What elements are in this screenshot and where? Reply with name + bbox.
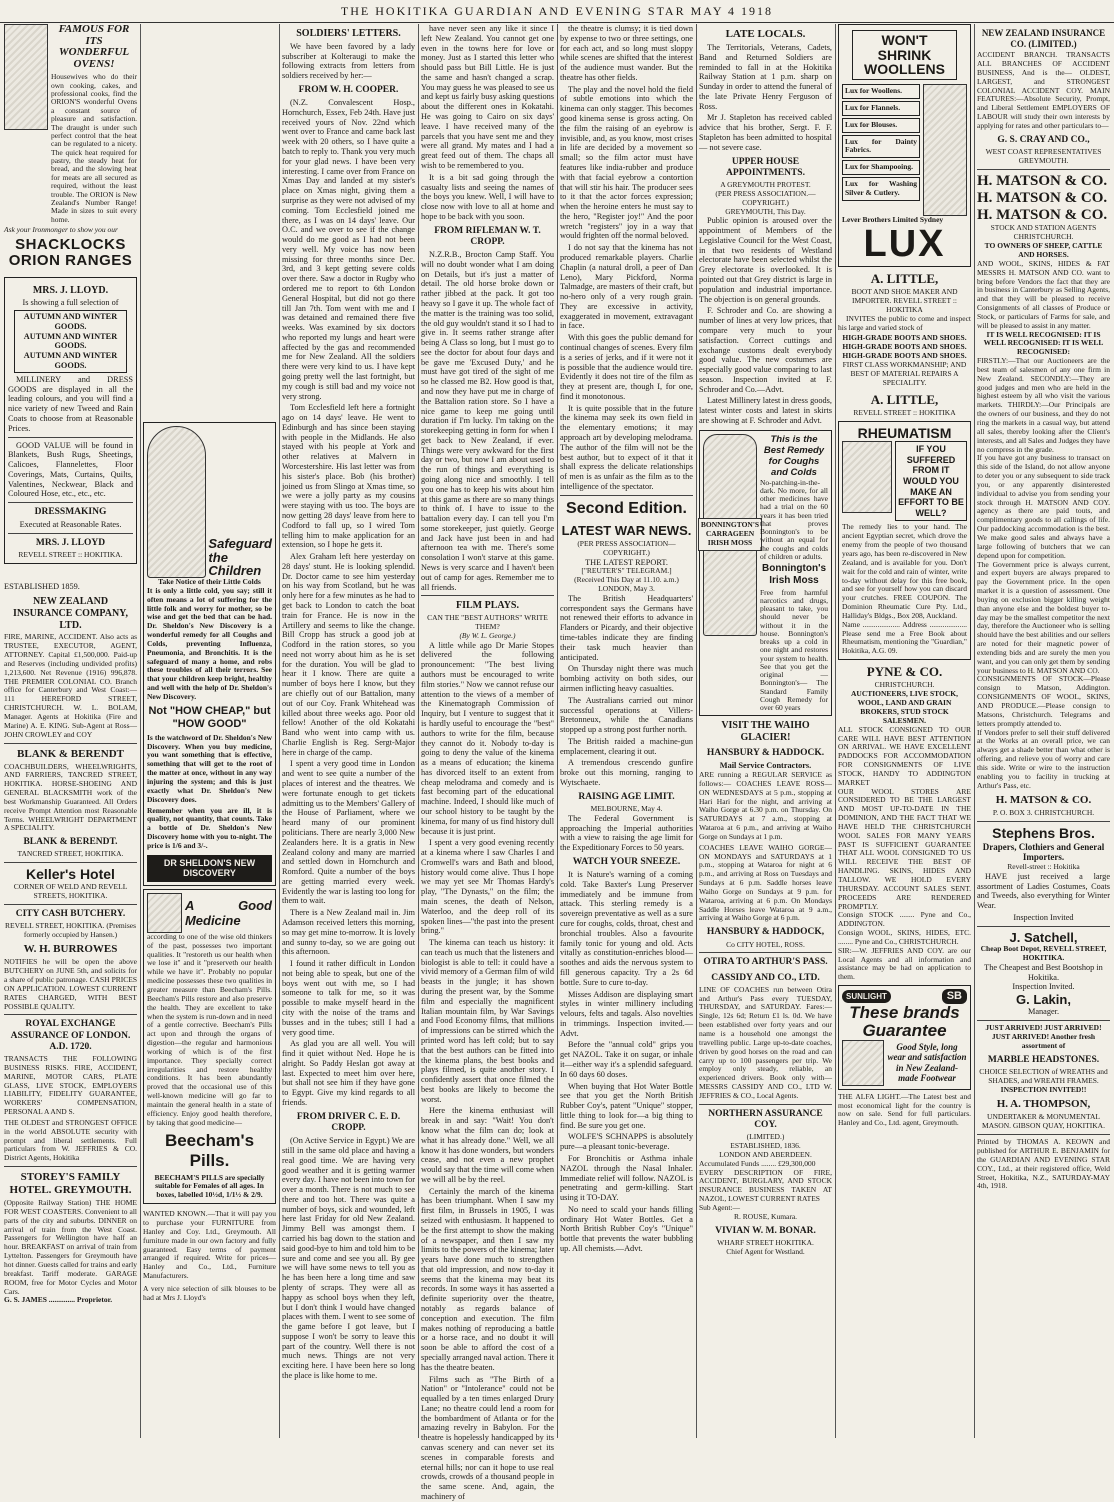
thompson-body: UNDERTAKER & MONUMENTAL MASON. GIBSON QUAY, HOKITIKA. [982, 1112, 1105, 1131]
lux-logo: LUX [863, 222, 946, 265]
little-workmanship: FIRST CLASS WORKMANSHIP; AND BEST OF MATERIAL REPAIRS A SPECIALITY. [842, 359, 967, 387]
northern-loc: LONDON AND ABERDEEN. [719, 1149, 812, 1159]
coaches-body: COACHES LEAVE WAIHO GORGE— ON MONDAYS and SATURDAYS at 1 p.m., stopping at Wataroa for night at 6 p.m., and arriving at Ross on Tuesdays and Sundays at 6 p.m. Saddle horses leave Waiho Gorge on Sundays at 9 p.m. for Wataroa, arriving at 6 p.m. On Mondays Saddle Horses leave Wataroa at 9 a.m., arriving at Waiho Gorge at 6 p.m. [699, 842, 832, 923]
letter-1f: I found it rather difficult in London not being able to speak, but one of the boys went out with me, so I had someone to talk for me, so it was possible to make myself heard in the city with the noise of the trams and busses and in the tubes; still I had a very good time. [282, 959, 415, 1037]
press-association: (PER PRESS ASSOCIATION—COPYRIGHT.) [577, 538, 676, 557]
column-8 [977, 24, 1110, 1438]
glacier-heading: VISIT THE WAIHO GLACIER! [721, 720, 810, 744]
bonnington-best: This is the Best Remedy for Coughs and Colds [763, 433, 825, 479]
upper-sub: A GREYMOUTH PROTEST. [720, 179, 811, 189]
nzins-body: FIRE, MARINE, ACCIDENT. Also acts as TRUSTEE, EXECUTOR, AGENT, ATTORNEY. Capital £1,500,000. Paid-up and Reserves (including undivided profits) 1,213,600. Net Revenue (1916) 996,878. THE PREMIER COLONIAL CO. Branch office for Canterbury and West Coast:— 111 HEREFORD STREET, CHRISTCHURCH. W. L. BOLAM, Manager. Agents at Hokitika (Fire and Marine) A. E. KING. Sub-Agent at Ross— JOHN CROWLEY and COY [4, 632, 137, 739]
northern-ltd: (LIMITED.) [746, 1132, 785, 1142]
lux-list [842, 84, 920, 216]
film-cont: the theatre is clumsy; it is tied down by expense to two or three settings, one for each act, and so long must sloppy while scenes are shifted that the interest of the audience must wander. But the theatre has other fields. [560, 24, 693, 82]
northern-sub-2: R. ROUSE, Kumara. [733, 1211, 798, 1221]
alfa-light: THE ALFA LIGHT.—The Latest best and most economical light for the country is now on sale. Send for full particulars. Hanley and Co., Ltd. agent, Greymouth. [838, 1091, 971, 1128]
little-title: A. LITTLE, [870, 270, 939, 286]
lakin-role: Manager. [1027, 1007, 1060, 1017]
mail-contractors: Mail Service Contractors. [719, 761, 812, 771]
lloyd-value: GOOD VALUE will be found in Blankets, Bush Rugs, Sheetings, Calicoes, Flannelettes, Floor Coverings, Mats, Curtains, Quilts, Valentines, Neckwear, Black and Coloured Hose, etc., etc., etc. [8, 440, 133, 499]
keller-hotel: Keller's Hotel [26, 866, 115, 883]
rheumatism-coupon: Name .................... Address .................... Please send me a Free Book about Rheumatism, mentioning the "Guardian," Hokitika, A.G. 09. [842, 619, 967, 656]
column-4 [421, 24, 554, 1501]
satchell-sub: Cheap Boot Depot, REVELL STREET, HOKITIKA. [980, 944, 1107, 962]
nzi-title: NEW ZEALAND INSURANCE CO. (LIMITED.) [981, 28, 1106, 49]
soldiers-intro: We have been favored by a lady subscriber at Kolteraugi to make the following extracts from letters from soldiers received by her:— [282, 41, 415, 81]
figure-illustration [842, 441, 892, 513]
letter-2b: have never seen any like it since I left New Zealand. You cannot get one even in the towns here for love or money. Just as I started this letter who should pass but Bill Little. He is just the same and hasn't changed a scrap. You may guess he was pleased to see us and kept us fairly busy asking questions about the different ones in Kokatahi. He was going to Cairo on six days' leave. I have received many of the parcels that you have sent me and they were all grand. My mates and I had a great feed out of them. The chaps all wish to be remembered to you. [421, 24, 554, 170]
column-rule [974, 24, 975, 1438]
matson-body-3: If you have got any business to transact on this side of the Island, do not allow anyone to deter you or any subsequent to side track you, or any apparently disinterested individual to advise you from sending your stock through H. MATSON AND COY. agency as there are paid touts, and complimentary goods to all callings of life. Our paddocking accommodation is the best. We make good sales and always have a large following of butchers that we can depend upon for competition. [977, 453, 1110, 560]
column-rule [418, 24, 419, 1438]
lloyd-goods-box [14, 310, 127, 373]
war-body-4: The British raided a machine-gun emplacement, clearing it out. [560, 736, 693, 756]
from-rifleman-cropp: FROM RIFLEMAN W. T. CROPP. [434, 225, 541, 247]
storey-hotel: STOREY'S FAMILY HOTEL. GREYMOUTH. [9, 1171, 132, 1197]
pyne-note: SIR:—W. JEFFRIES AND COY. are our Local Agents and all information and assistance may be had on application to them. [838, 945, 971, 982]
sunlight-logo: SUNLIGHT [842, 990, 891, 1003]
marble-body: CHOICE SELECTION of WREATHS and SHADES, and WREATH FRAMES. [979, 1066, 1108, 1085]
silk-blouses: A very nice selection of silk blouses to be had at Mrs J. Lloyd's [143, 1283, 276, 1302]
northern-est: ESTABLISHED, 1836. [730, 1141, 801, 1150]
otira-body: LINE OF COACHES run between Otira and Arthur's Pass every TUESDAY, THURSDAY, and SATURDAY. Fares:—Single, 12s 6d; Return £1 ls. 0d. We have been established over forty years and our name is a household one amongst the travelling public. Large up-to-date coaches, driven by good horses on the road and can carry up to 100 passengers per trip. We employ only steady, reliable, an experienced drivers. Book only with— MESSRS CASSIDY AND CO., LTD W. JEFFRIES & CO., Local Agents. [699, 984, 832, 1100]
matson-body-5: If Vendors prefer to sell their stuff delivered at the Works at an overall price, we can always get a shade better than what other is offering, and relieve you of worry and care this side. Write or wire to the instruction enabling you to facility in trucking at Arthur's Pass, etc. [977, 727, 1110, 790]
storey-proprietor: G. S. JAMES .............. Proprietor. [4, 1295, 113, 1305]
royal-exchange: ROYAL EXCHANGE ASSURANCE OF LONDON. A.D. 1720. [10, 1019, 131, 1052]
film-cont-5: It is quite possible that in the future the kinema may seek its own field in the elementary emotions; it may approach art by developing melodrama. The author of the film will not be the best author, but to expect of it that it shall express the delicate relationships of men is as unfair as the film as to the intelligence of the spectator. [560, 403, 693, 491]
orion-range-illustration [4, 24, 48, 130]
locals-body: The Territorials, Veterans, Cadets, Band and Returned Soldiers are reminded to fall in at the Hokitika Railway Station at 1 p.m. sharp on Sunday in order to attend the funeral of the late Private Henry Ferguson of Ross. [699, 42, 832, 111]
upper-house-heading: UPPER HOUSE APPOINTMENTS. [726, 156, 805, 178]
matson-body-2: FIRSTLY:—That our Auctioneers are the best team of salesmen of any one firm in New Zealand. SECONDLY:—They are good judges and men who are held in the highest esteem by all who visit the various markets. THIRDLY:—Our Principals are the owners of our business, and they do not ring the markets in a casual way, but attend all sales, thereby looking after the Client's interests, and all Sales and Judges they have no compress in the grade. [977, 356, 1110, 454]
good-medicine-headline: A Good Medicine [184, 897, 272, 928]
sheldon-advert [143, 422, 276, 886]
gray-body: WEST COAST REPRESENTATIVES GREYMOUTH. [985, 147, 1102, 165]
hansbury-footer: HANSBURY & HADDOCK, [706, 927, 825, 938]
soldiers-letters-heading: SOLDIERS' LETTERS. [296, 28, 401, 39]
hansbury-address: Co CITY HOTEL, ROSS. [726, 939, 805, 949]
lloyd-address: REVELL STREET :: HOKITIKA. [18, 550, 123, 560]
little-address: REVELL STREET :: HOKITIKA [853, 407, 956, 417]
rheumatism-advert [838, 421, 971, 660]
column-6 [699, 24, 832, 1438]
pyne-consign: Consign STOCK ........ Pyne and Co., ADDINGTON. [838, 910, 971, 929]
storey-body: (Opposite Railway Station) THE HOME FOR WEST COASTERS. Convenient to all parts of the city and suburbs. DINNER on arrival of train from the West Coast. Passengers for Wellington have half an hour. BREAKFAST on arrival of train from Lyttelton. Passengers for Greymouth have hot dinner. Guests called for trains and early breakfast. Tariff moderate. GARAGE ROOM, free for Motor Cycles and Motor Cars. [4, 1198, 137, 1296]
beechams-pills: Beecham's Pills. [164, 1130, 255, 1170]
how-good-headline: Not "HOW CHEAP," but "HOW GOOD" [148, 704, 271, 730]
war-body: The British Headquarters' correspondent says the Germans have not renewed their efforts to advance in Flanders or Picardy, and their objective time-tables indicate they are finding their task much heavier than anticipated. [560, 593, 693, 662]
lux-item: Lux for Dainty Fabrics. [842, 135, 920, 159]
column-rule [835, 24, 836, 1438]
bonnington-name: Bonnington's Irish Moss [761, 563, 827, 586]
matson-box: P. O. BOX 3. CHRISTCHURCH. [992, 808, 1095, 818]
little-body: BOOT AND SHOE MAKER AND IMPORTER. REVELL STREET :: HOKITIKA [851, 287, 958, 314]
lloyd-line: Is showing a full selection of [22, 298, 119, 308]
imprint: Printed by THOMAS A. KEOWN and published for ARTHUR E. BENJAMIN for the GUARDIAN AND EVENING STAR COY., Ltd., at their registered office, Weld Street, Hokitika, N.Z., SATURDAY-MAY 4th, 1918. [977, 1137, 1110, 1191]
lux-advert [838, 24, 971, 267]
hansbury-title: HANSBURY & HADDOCK. [706, 748, 825, 758]
column-5 [560, 24, 693, 1438]
film-body-6: Films such as "The Birth of a Nation" or "Intolerance" could not be equalled by a ten times enlarged Drury Lane; no theatre could lend a room for the bombardment of Atlanta or for the amazing revelry in Babylon. For the theatre is hopelessly handicapped by its canvas scenery and can never set its scenes in comparable forests and eternal hills; nor can it hope to use real crowds, crowds of a thousand people in the same scene. And, again, the machinery of [421, 1374, 554, 1501]
northern-funds: Accumulated Funds ........ £29,300,000 [699, 1158, 816, 1168]
column-3 [282, 24, 415, 1438]
remember-body: Remember when you are ill, it is quality, not quantity, that counts. Take a bottle of Dr. Sheldon's New Discovery home with you to-night. The price is 1/6 and 3/-. [147, 805, 272, 850]
northern-body: EVERY DESCRIPTION OF FIRE, ACCIDENT, BURGLARY, AND STOCK INSURANCE BUSINESS TAKEN AT NAZOL, LOWEST CURRENT RATES [699, 1167, 832, 1204]
addison-notice: Misses Addison are displaying smart styles in winter millinery including velours, felts and tagals. Also novelties in trimmings. Inspection invited.—Advt. [560, 989, 693, 1038]
orion-body: Housewives who do their own cooking, cakes, and professional cooks, find the ORION'S wonderful Ovens a constant source of pleasure and satisfaction. The draught is under such perfect control that the heat can be regulated to a nicety. The quick heat required for pastry, the steady heat for bread, and the slowing heat for meats are all secured as required, without the least trouble. The ORION is New Zealand's Number Range! Made in sizes to suit every home. [51, 72, 137, 224]
bonnington-body-2: Free from harmful narcotics and drugs, pleasant to take, you should never be without it in the house. Bonnington's breaks up a cold in one night and restores your system to health. See that you get the original — Bonnington's— The Standard Family Cough Remedy for over 60 years [760, 587, 828, 713]
blank-title-2: BLANK & BERENDT. [23, 837, 118, 848]
keller-address: CORNER OF WELD AND REVELL STREETS, HOKITIKA. [13, 881, 128, 900]
wolfe-notice: WOLFE'S SCHNAPPS is absolutely pure—a pleasant tonic-beverage. [560, 1132, 693, 1152]
burrowes-name: W. H. BURROWES [23, 943, 118, 956]
orion-headline: FAMOUS FOR ITS WONDERFUL OVENS! [58, 23, 130, 70]
column-rule [696, 24, 697, 1438]
lloyd-dressmaking: DRESSMAKING [34, 507, 107, 518]
film-cont-4: With this goes the public demand for continual changes of scenes. Every film is a series of jerks, and if it were not it is possible that the audience would tire. Evidently it does not tire of the film as they at present are, though I, for one, find it monotonous. [560, 333, 693, 401]
column-7 [838, 24, 971, 1438]
medicine-illustration [147, 893, 182, 933]
wanted-known: WANTED KNOWN.—That it will pay you to purchase your FURNITURE from Hanley and Coy. Ltd., Greymouth. All furniture made in our own factory and fully guaranteed. Easy terms of payment arranged if required. Write for prices—Hanley and Co., Ltd., Furniture Manufacturers. [143, 1209, 276, 1281]
letter-2: (On Active Service in Egypt.) We are still in the same old place and having a real good time. We are having very good weather and it is getting warmer every day. I have not been into town for over a month. There is not much to see there and too hot. There was quite a number of boys, sick and wounded, left here last Friday for old New Zealand. Jimmy Bell was amongst them. I carried his bag down to the station and said good-bye to him and told him to be sure and come and see you all. By gee we will have some news to tell you as he has been here a long time and saw plenty of scraps. They were all as happy as school boys when they left, but I don't think I would have changed places with them. I went to see some of the game before I got leave, but I suppose I won't be sorry to leave this part of the country. Well there is not much news. Things are not very exciting here. I have been here so long the place is like home to me. [282, 1136, 415, 1380]
watchword-body: Is the watchword of Dr. Sheldon's New Discovery. When you buy medicine, you want something that is effective, something that will get to the root of the matter at once, without in any way injuring the system; and this is just exactly what Dr. Sheldon's New Discovery does. [147, 732, 272, 804]
film-plays-sub: CAN THE "BEST AUTHORS" WRITE THEM? [427, 613, 548, 632]
locals-body-2: Mr J. Stapleton has received cabled advice that his brother, Sergt. F. F. Stapleton has been admitted to hospital — not severe case. [699, 113, 832, 152]
letter-1e: There is a New Zealand mail in. Jim Adamson received letters this morning, so may get mine to-morrow. It is lovely and sunny to-day, so we are going out this afternoon. [282, 908, 415, 957]
bonnington-body: No-patching-in-the-dark. No more, for all other medicines have had a trial on the 60 years it has been tried that proves Bonnington's to be without an equal for the coughs and colds of children or adults. [760, 477, 828, 561]
column-rule [140, 24, 141, 1438]
lux-item: Lux for Washing Silver & Cutlery. [842, 177, 920, 201]
matson-sub: STOCK AND STATION AGENTS CHRISTCHURCH. [990, 223, 1097, 242]
letter-1: (N.Z. Convalescent Hosp., Hornchurch, Essex, Feb 24th. Have just received yours of Nov. 22nd which went over to France and came back last week with 20 others, so I have quite a batch to reply to. Thank you very much for your glad news. I have been very interesting. I came over from France on Xmas Day and landed at my sister's place on Xmas night, giving them a surprise as they were not advised of my coming. Tom Ecclesfield joined me there, as I was on 14 days' leave. Our O.C. and we over to see if the change would do me good as I had not been very well. My voice has now been missing for three months since Dec. 3rd, and 3 kept getting severe colds over there. Saw a doctor in Rugby who ordered me to report to 6th London General Hospital, but did not go there till Jan 7th. Tom went with me and I was detained and remained there five weeks. Was examined by six doctors who reported my lungs and heart were affected by the gas and recommended me for New Zealand. All the soldiers there were very kind to us. I have kept going pretty well the last fortnight, but my cough is still bad and my voice not very strong. [282, 98, 415, 401]
orion-advert [4, 24, 137, 269]
boot-illustration [842, 1040, 884, 1086]
latest-millinery: Latest Millinery latest in dress goods, latest winter costs and latest in skirts are showing at F. Schroder and Advt. [699, 396, 832, 425]
lloyd-goods: AUTUMN AND WINTER GOODS. [23, 331, 118, 351]
gray-title: G. S. CRAY AND CO., [997, 134, 1090, 145]
stephens-body: HAVE just received a large assortment of Ladies Costumes, Coats and Tweeds, also everything for Winter Wear. [977, 871, 1110, 911]
lloyd-name-footer: MRS. J. LLOYD [35, 538, 106, 549]
film-body: A little while ago Dr Marie Stopes delivered the following pronouncement: "The best living authors must be encouraged to write film stories." Now we cannot refuse our attention to the views of a member of the Kinematograph Commission of Inquiry, but I venture to suggest that it is hardly useful to encourage the "best" authors to write for the film, because they cannot do it. Nobody to-day is going to deny the value of the kinema as a means of education; the kinema has divorced itself to an extent from cheap melodrama and comedy and is fast becoming part of the educational machine. Indeed, I should like much of our school history to be taught by the kinema, for many of us find history dull because it is just print. [421, 640, 554, 836]
lakin-name: G. Lakin, [1016, 992, 1071, 1008]
rheumatism-body: The remedy lies to your hand. The ancient Egyptian secret, which drove the enemy from the people of two thousand years ago, has been re-discovered in New Zealand, and is available for you. Don't wait for the cold and rain of winter, write to-day without delay for this free book, and see for yourself how you can discard your crutches. FREE COUPON. The Dominion Rheumatic Cure Pty. Ltd., Halliday's Bldgs., Box 208, Auckland. [842, 522, 967, 620]
woman-illustration [923, 84, 967, 216]
marble-headstones: MARBLE HEADSTONES. [987, 1054, 1100, 1065]
nazol-notice: Before the "annual cold" grips you get NAZOL. Take it on sugar, or inhale it—either way it's a splendid safeguard. In 60 days 60 doses. [560, 1040, 693, 1079]
film-cont-2: The play and the novel hold the field of subtle emotions into which the kinema can only stagger. This becomes good kinema sense is gross acting. On the film the raising of an eyebrow is invisible, and, as you know, most crises in life are decided by a movement so small; so the film actor must have features like india-rubber and produce with that facial eyebrow a contortion that will stir his hair. The producer sees to it that the actor forces expression; when the heroine enters he must say to the hero, "Register joy!" And the poor wretch "registers" joy in a way that would frighten off the normal beloved. [560, 84, 693, 241]
column-1 [4, 24, 137, 1438]
lloyd-goods: AUTUMN AND WINTER GOODS. [23, 312, 118, 331]
bottle-label: BONNINGTON'S CARRAGEEN IRISH MOSS [698, 518, 762, 551]
schroder-notice: F. Schroder and Co. are showing a number of lines at very low prices, that compare very much to your satisfaction. Correct cuttings and exchange customs dealt everybody good value. The new costumes are especially good value comparing to last season. Inspection invited at F. Schroder and Co.—Advt. [699, 306, 832, 394]
received-line: (Received This Day at 11.10. a.m.) LONDON, May 3. [574, 575, 679, 594]
royal-body: TRANSACTS THE FOLLOWING BUSINESS RISKS. FIRE, ACCIDENT, MARINE, MOTOR CARS, PLATE GLASS, LIVE STOCK, EMPLOYERS LIABILITY, FIDELITY GUARANTEE, WORKERS' COMPENSATION, PERSONAL A AND S. [4, 1054, 137, 1117]
masthead [0, 0, 1114, 23]
satchell-title: J. Satchell, [1009, 929, 1078, 945]
matson-title: H. MATSON & CO. [977, 207, 1108, 224]
mail-body: ARE running a REGULAR SERVICE as follows:— COACHES LEAVE ROSS— ON WEDNESDAYS at 5 p.m., stopping at Hari Hari for the night, and arriving at Waiho Gorge at 6.30 p.m. on Thursday. On SATURDAYS at 7 a.m., stopping at Wataroa at 6 p.m., and arriving at Waiho Gorge on Sundays at 1 p.m. [699, 769, 832, 841]
matson-body: AND WOOL, SKINS, HIDES & FAT MESSRS H. MATSON AND CO. want to bring before Vendors the fact that they are in business in Canterbury as Selling Agents, and that they will be pleased to receive Consignments of all classes of Produce or Stock, or particulars of Farms for sale, and will be pleased to assist in any matter. [977, 258, 1110, 330]
good-style: Good Style, long wear and satisfaction in New Zealand-made Footwear [887, 1041, 967, 1084]
rubber-notice: When buying that Hot Water Bottle see that you get the North British Rubber Coy's, patent "Unique" stopper, little thing to look for—a big thing to find. Be sure you get one. [560, 1081, 693, 1130]
column-2 [143, 24, 276, 1438]
just-arrived: JUST ARRIVED! JUST ARRIVED! JUST ARRIVED! Another fresh assortment of [985, 1023, 1102, 1050]
thompson-name: H. A. THOMPSON, [996, 1098, 1091, 1111]
film-body-5: Certainly the march of the kinema has been triumphant. When I saw my first film, in Brussels in 1905, I was seized with enthusiasm. It happened to be the first attempt to show the making of a newspaper, and then I saw my limits to the powers of the kinema; later years have done much to strengthen that old impression, and now to-day it seems that the kinema may beat its records. In some ways it has asserted a definite superiority over the theatre, notably as regards balance of conception and execution. The film makes nothing of reproducing a battle or a horse race, and no doubt it will soon be able to afford the cost of a specially arranged naval action. There it has the theatre beaten. [421, 1186, 554, 1372]
masthead-title: THE HOKITIKA GUARDIAN AND EVENING STAR MAY 4 1918 [340, 3, 774, 18]
melbourne-date: MELBOURNE, May 4. [590, 803, 663, 813]
blank-body: COACHBUILDERS, WHEELWRIGHTS, AND FARRIERS, TANCRED STREET, HOKITIKA. HORSE-SHOEING AND GENERAL BLACKSMITH work of the best Workmanship Guaranteed. All Orders receive Prompt Attention most Reasonable Terms. WHEELWRIGHT DEPARTMENT A SPECIALITY. [4, 761, 137, 833]
letter-3: N.Z.R.B., Brocton Camp Staff. You will no doubt wonder what I am doing on Details, but it's just a matter of detail. The old horse broke down or rather jibbed at the pack. It got too heavy so I gave it up. The whole fact of the matter is the training was too solid, the old guy wouldn't stand it so I had to give in. It seems rather strange after being A Class so long, but I must go to see the doctor for about four days and be gave me 'Excused Duty,' and he must have got tired of the sight of me so he classed me B2. How good is that, and now they have put me in charge of the Battalion ration store. So I have a nice game to keep me going until duration if I'm lucky. I'm taking on the storekeeping getting in form for when I get back to New Zealand, if ever. Things were very awkward for the first day or two, but now I am about used to the run of things and everything is going along nice and smoothly. I tell you one has to keep his wits about him at this game as there are so many things to think of. I have to issue to the battalion every day. I can tell you I'm some storekeeper, just quietly. George and Jack have just been in and had afternoon tea with me. There's some consolation I won't starve at this game. News is very scarce and I haven't been out of camp for ages. Remember me to all friends. [421, 250, 554, 592]
war-body-5: A tremendous crescendo gunfire broke out this morning, ranging to Wytschaete. [560, 758, 693, 787]
butchery-address: REVELL STREET, HOKITIKA. (Premises formerly occupied by Hansen.) [4, 920, 137, 939]
matson-body-4: The Government price is always current, and expert buyers are always prepared to pay the Government price. In the open market it is a question of assessment. One buying on exclusion bigger killing weight than anyone else and the boldest buyer to-day may be the smallest competitor the next day, therefore the Auctioneer who is selling should have the best abilities and our sellers are noted for their magnetic power of extending bids and are surely the men you want, and you can only get them by sending your business to H. MATSON AND CO. [977, 559, 1110, 675]
lloyd-advert [4, 277, 137, 565]
sneeze-heading: WATCH YOUR SNEEZE. [572, 856, 681, 867]
bonar-role: Chief Agent for Westland. [726, 1246, 805, 1256]
film-body-2: I spent a very good evening recently at a kinema where I saw Charles I and Cromwell's wars and Bath and blood, history would come alive. Thus I hope we may yet see Mr Thomas Hardy's play, "The Dynasts," on the film; the main scenes, the death of Nelson, Waterloo, and the deep roll of its spoken lines—"the past into the present bring." [421, 838, 554, 936]
lux-item: Lux for Shampooing. [842, 160, 920, 175]
matson-final: H. MATSON & CO. [995, 794, 1092, 807]
pyne-body-2: ALL STOCK CONSIGNED TO OUR CARE WILL HAVE BEST ATTENTION ON ARRIVAL. WE HAVE EXCELLENT PADDOCKS FOR ACCOMMODATION FOR CONSIGNMENTS OF LIVE STOCK, HANDY TO ADDINGTON MARKET [838, 724, 971, 787]
film-body-3: The kinema can teach us history: it can teach us much that the listeners and biologist is able to tell: it could have a vivid memory of a German film of wild beasts in the jungle; it has shown during the present war, by the Somme film and especially the magnificent Italian mountain film, by War Savings and Food Economy films, that millions of impressions can be stirred which the printed word has left cold; but to say that the best authors can be fitted into the kinema plans, the best books and plays filmed, is quite another story. I confidently assert that once filmed the best books are likely to become the worst. [421, 938, 554, 1104]
orion-brand: SHACKLOCKS ORION RANGES [8, 236, 133, 269]
wont-shrink: WON'T SHRINK WOOLLENS [852, 30, 957, 80]
blank-title: BLANK & BERENDT [17, 747, 124, 760]
these-brands: These brands Guarantee [849, 1003, 960, 1040]
lux-item: Lux for Woollens. [842, 84, 920, 99]
matson-recognised: IT IS WELL RECOGNISED: IT IS WELL RECOGNISED: IT IS WELL RECOGNISED: [983, 329, 1104, 357]
letter-1d: I spent a very good time in London and went to see quite a number of the places of interest and the theatres. We were fortunate enough to get tickets admitting us to the Members' Gallery of the House of Parliament, where we heard many of our prominent politicians. There are nearly 3,000 New Zealanders here. It is a gratis in New Zealand colony and many are married and settled down in Hornchurch and Romford. Quite a number of the boys are getting married every week. Evidently the war is lasting too long for them to wait. [282, 759, 415, 906]
lloyd-executed: Executed at Reasonable Rates. [19, 520, 122, 530]
satchell-inspection: Inspection Invited. [1012, 982, 1075, 992]
northern-sub: Sub Agent:— [699, 1202, 741, 1212]
little-title-2: A. LITTLE, [870, 391, 939, 407]
film-plays-heading: FILM PLAYS. [456, 600, 519, 612]
matson-owners: TO OWNERS OF SHEEP, CATTLE AND HORSES. [984, 241, 1103, 259]
pyne-title: PYNE & CO. [866, 664, 943, 680]
footwear-advert [838, 985, 971, 1090]
latest-war-news: LATEST WAR NEWS. [561, 522, 692, 538]
matson-title: H. MATSON & CO. [977, 189, 1108, 206]
bottle-illustration [700, 434, 760, 636]
letter-2c: It is a bit sad going through the casualty lists and seeing the names of the boys you knew. Well, I will have to close now with love to all at home and hope to be back with you soon. [421, 172, 554, 221]
film-cont-3: I do not say that the kinema has not produced remarkable players. Charlie Chaplin (a natural droll, a peer of Dan Leno), Mary Pickford, Norma Talmadge, are masters of their craft, but no-hero only of a very rough grain. They are excessive in activity, exaggerated in movement, extravagant in face. [560, 243, 693, 331]
matson-consign: CONSIGNMENTS OF STOCK—Please consign to Matson, Addington. CONSIGNMENTS OF WOOL, SKINS, AND PRODUCE.—Please consign to Matsons, Christchurch. Telegrams and letters promptly attended to. [977, 674, 1110, 728]
upper-place: GREYMOUTH, This Day. [725, 206, 806, 216]
burrowes-body: NOTIFIES he will be open the above BUTCHERY on JUNE 5th, and solicits for a share of public patronage. CASH PRICES ON APPLICATION. LOWEST CURRENT RATES CHARGED, WITH BEST POSSIBLE QUALITY. [4, 957, 137, 1011]
from-cooper: FROM W. H. COOPER. [298, 84, 399, 95]
upper-pa: (PER PRESS ASSOCIATION.—COPYRIGHT.) [715, 188, 816, 207]
stephens-sub: Drapers, Clothiers and General Importers. [982, 841, 1105, 863]
lever-brothers: Lever Brothers Limited Sydney [842, 215, 944, 225]
from-driver-cropp: FROM DRIVER C. E. D. CROPP. [296, 1111, 401, 1134]
cassidy-heading: CASSIDY AND CO., LTD. [711, 972, 820, 983]
letter-1c: Alex Graham left here yesterday on 28 days' stunt. He is looking splendid. Dr. Doctor came to see him yesterday on his way from Scotland, but he was only here for a few minutes as he had to get back to London to catch the boat train for France. He is now in the Artillery and seems to like the change. Bill Cropp has struck a good job at Codford in the ration stores, so you need not worry about him as he is set for the duration. You will be glad to hear it I know. There are quite a number of boys here I know, but they are chiefly out of our Battalion, many out of our Coy. Frank Whitehead was killed about three weeks ago. Poor old fellow! Another of the old Kokatahi Band who went into camp with us. Charlie English is Reg. Sergt-Major here in charge of the camp. [282, 552, 415, 757]
northern-heading: NORTHERN ASSURANCE COY. [708, 1108, 823, 1130]
beechams-advert [143, 889, 276, 1204]
pyne-consign-2: Consign WOOL, SKINS, HIDES, ETC. ........ Pyne and Co., CHRISTCHURCH. [838, 928, 971, 946]
stephens-inspection: Inspection Invited [1013, 912, 1074, 922]
late-locals-heading: LATE LOCALS. [725, 28, 806, 40]
nzi-body: ACCIDENT BRANCH. TRANSACTS ALL BRANCHES OF ACCIDENT BUSINESS, And is the— OLDEST, LARGEST, and STRONGEST COLONIAL ACCIDENT COY. MAIN FEATURES:—Absolute Security, Prompt, and Liberal Settlement EMPLOYERS OF LABOUR will study their own interests by applying for rates and other particulars to— [977, 50, 1110, 130]
war-body-3: The Australians carried out minor successful operations at Villers-Bretonneux, while the Canadians stopped up a strong post further north. [560, 695, 693, 735]
second-edition: Second Edition. [566, 499, 687, 517]
lux-item: Lux for Flannels. [842, 101, 920, 116]
blank-address: TANCRED STREET, HOKITIKA. [17, 849, 124, 859]
satchell-body: The Cheapest and Best Bootshop in Hokitika. [984, 962, 1103, 982]
royal-body-2: THE OLDEST and STRONGEST OFFICE in the world ABSOLUTE security with prompt and liberal settlements. Full particulars from W. JEFFRIES & CO. District Agents, Hokitika [4, 1117, 137, 1163]
orion-ask: Ask your Ironmonger to show you our [4, 225, 118, 235]
otira-heading: OTIRA TO ARTHUR'S PASS. [703, 957, 828, 968]
stephens-title: Stephens Bros. [992, 825, 1095, 842]
bonar-address: WHARF STREET HOKITIKA. [717, 1237, 814, 1247]
column-rule [279, 24, 280, 1438]
hands-notice: No need to scald your hands filling ordinary Hot Water Bottles. Get a North British Rubber Coy's "Unique" bottle that prevents the water bubbling up. All chemists.—Advt. [560, 1204, 693, 1254]
matson-title: H. MATSON & CO. [977, 172, 1108, 189]
upper-body: Public opinion is aroused over the appointment of Members of the Legislative Council for the West Coast, in that two residents of Westland electorate have been selected whilst the Grey electorate is overlooked. It is pointed out that Grey district is large in population and industrial importance. The objection is on general grounds. [699, 216, 832, 304]
beechams-sub: BEECHAM'S PILLS are specially suitable for Females of all ages. In boxes, labelled 10½d, 1/1½ & 2/9. [154, 1172, 265, 1200]
good-medicine-body: according to one of the wise old thinkers of the past, possesses two important qualities. It "restoreth us our health when we lose it" and it "preserveth our health while we have it". Probably no popular medicine possesses these two qualities in greater measure than Beecham's Pills. Beecham's Pills restore and also preserve the health. They are excellent to take when the system is run-down and in need of a gentle corrective. Beecham's Pills act upon and through the organs of digestion—the regular and harmonious working of which is of the first importance. They specially correct irregularities and restore healthy conditions. It has been abundantly proved that the occasional use of this well-known medicine will go far to maintain the general health in a state of efficiency. Enjoy good health therefore, by taking that good medicine— [147, 931, 272, 1127]
sneeze-body: It is Nature's warning of a coming cold. Take Baxter's Lung Preserver immediately and be immune from attack. This sterling remedy is a sovereign preventative as well as a sure cure for coughs, colds, throat, chest and bronchial troubles. Also a favourite family tonic for young and old. Acts vitally as constitution-enriches blood—soothes and aids the nervous system to fill generous capacity. Try a 2s 6d bottle. Sure to cure to-day. [560, 870, 693, 987]
bonnington-advert [699, 430, 832, 717]
pyne-body: AUCTIONEERS, LIVE STOCK, WOOL, LAND AND GRAIN BROKERS, STUD STOCK SALESMEN. [851, 689, 958, 725]
rheumatism-question: IF YOU SUFFERED FROM IT WOULD YOU MAKE AN EFFORT TO BE WELL? [895, 441, 967, 521]
reuters-telegram: ["REUTER'S" TELEGRAM.] [581, 566, 672, 576]
letter-1g: As glad you are all well. You will find it quiet without Ned. Hope he is alright. So Paddy Heslan got away at last. Expected to meet him over here, but shall not see him if they have gone to Egypt. Give my kind regards to all friends. [282, 1039, 415, 1108]
child-portrait-illustration [147, 426, 206, 578]
safeguard-sub: Take Notice of their Little Colds [158, 577, 261, 586]
war-body-2: On Thursday night there was much bombing activity on both sides, our airmen inflicting heavy casualties. [560, 664, 693, 693]
lloyd-goods: AUTUMN AND WINTER GOODS. [23, 351, 118, 371]
thompson-inspection: INSPECTION INVITED!! [1000, 1084, 1087, 1094]
little-invites: INVITES the public to come and inspect his large and varied stock of [838, 313, 971, 332]
pyne-body-3: OUR WOOL STORES ARE CONSIDERED TO BE THE LARGEST AND MOST UP-TO-DATE IN THE DOMINION, AND THE FACT THAT WE HAVE HELD THE CHRISTCHURCH WOOL SALES FOR MANY YEARS PAST IS SUFFICIENT GUARANTEE THAT ALL WOOL CONSIGNED TO US WILL RECEIVE THE BEST OF HANDLING. SKINS, HIDES AND TALLOW. WE HOLD EVERY THURSDAY. ACCOUNT SALES SENT. PROCEEDS ARE RENDERED PROMPTLY. [838, 786, 971, 911]
stephens-address: Revell-street :: Hokitika [1007, 862, 1080, 871]
asthma-notice: For Bronchitis or Asthma inhale NAZOL through the Nasal Inhaler. Immediate relief will follow. NAZOL is penetrating and germ-killing. Start using it TO-DAY. [560, 1154, 693, 1203]
film-body-4: Here the kinema enthusiast will break in and say: "Wait! You don't know what the film can do; look at what it has already done." Well, we all know it has done wonders, but wonders cease, and not even a new prophet would say that the time will come when we will all be by the reel. [421, 1106, 554, 1184]
sheldons-logo: DR SHELDON'S NEW DISCOVERY [147, 855, 272, 882]
film-plays-byline: (By W. L. George.) [459, 630, 516, 640]
sb-logo: SB [942, 989, 967, 1004]
rheumatism-headline: RHEUMATISM [857, 424, 952, 441]
letter-1b: Tom Ecclesfield left here a fortnight ago on 14 days' leave. He went to Edinburgh and has since been staying with people in the Midlands. He also stayed with his people at York and other relatives at Malvern in Worcestershire. His last letter was from his sister's place. Bob (his brother) joined us from Slingo at Xmas time, so we were a jolly party as my cousins were staying with us too. The boys are now getting 28 days' leave from here to Codford to fall up, so I wired Tom telling him to make application for an extension, so I hope he gets it. [282, 403, 415, 550]
latest-report: THE LATEST REPORT. [585, 557, 668, 567]
safeguard-headline: Safeguard the Children [208, 536, 272, 579]
nzins-title: NEW ZEALAND INSURANCE COMPANY, LTD. [12, 596, 128, 631]
column-rule [557, 24, 558, 1438]
lloyd-millinery: MILLINERY and DRESS GOODS are displayed in all the leading colours, and you will find a nice variety of new Tweed and Rain Coats to choose from at Reasonable Prices. [8, 374, 133, 433]
raising-body: The Federal Government is approaching the Imperial authorities with a view to raising the age limit for the Expeditionary Forces to 50 years. [560, 813, 693, 853]
safeguard-body: It is only a little cold, you say; still it often means a lot of suffering for the little folk and worry for mother, so be wise and get the bed that can be had. Dr. Sheldon's New Discovery is a wonderful remedy for all Coughs and Colds, preventing Influenza, Pneumonia, and Bronchitis. It is the safeguard of many a home, and robs these troubles of all their terrors. See that your children keep bright, healthy and well with the help of Dr. Sheldon's New Discovery. [147, 585, 272, 701]
pyne-city: CHRISTCHURCH. [874, 680, 935, 690]
lux-item: Lux for Blouses. [842, 118, 920, 133]
butchery-title: CITY CASH BUTCHERY. [15, 908, 126, 919]
raising-age-heading: RAISING AGE LIMIT. [578, 791, 675, 802]
bonar-name: VIVIAN W. M. BONAR. [715, 1225, 816, 1236]
lloyd-name: MRS. J. LLOYD. [32, 284, 109, 296]
est-line: ESTABLISHED 1859. [4, 582, 80, 592]
little-high-grade: HIGH-GRADE BOOTS AND SHOES. HIGH-GRADE BOOTS AND SHOES. HIGH-GRADE BOOTS AND SHOES. [842, 333, 967, 361]
